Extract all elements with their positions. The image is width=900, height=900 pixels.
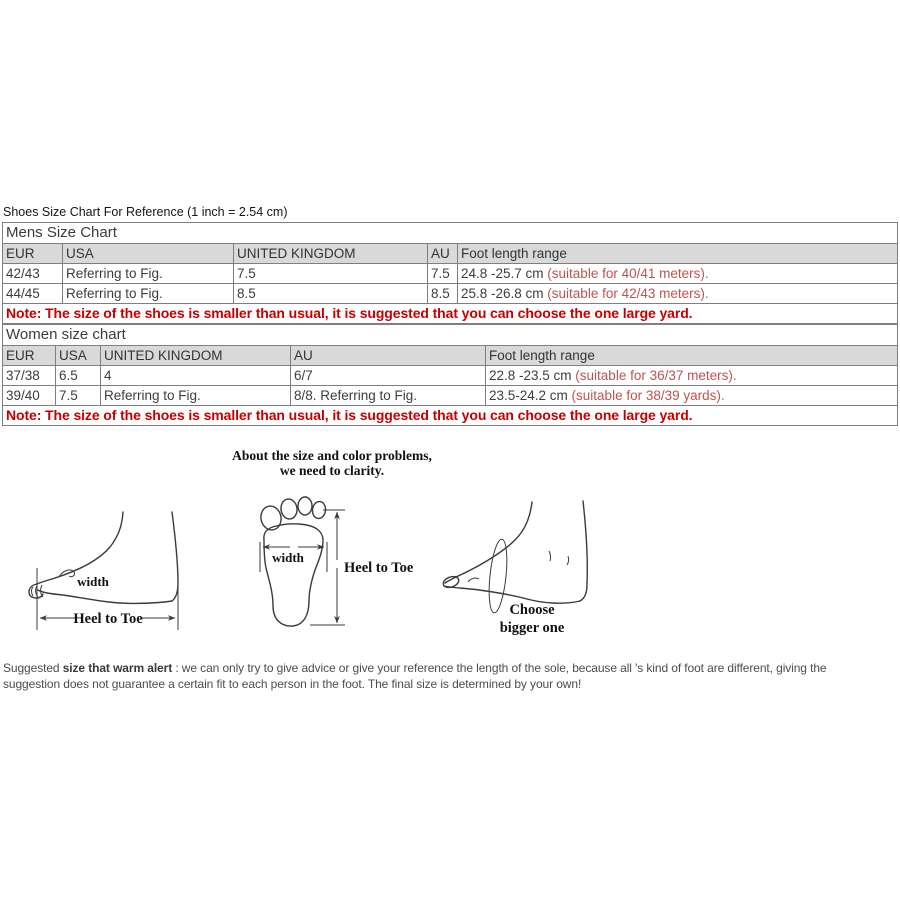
cell-usa: 7.5 — [56, 386, 101, 406]
foot-length-suitability: (suitable for 36/37 meters). — [575, 368, 737, 383]
mens-table-row — [3, 264, 898, 284]
womens-header-usa: USA — [56, 346, 101, 366]
womens-note-row — [3, 406, 898, 426]
mens-table-header-row — [3, 244, 898, 264]
warm-alert-bold: size that warm alert — [62, 661, 173, 675]
cell-eur: 42/43 — [3, 264, 63, 284]
womens-table-title: Women size chart — [3, 325, 898, 346]
foot-length-value: 23.5-24.2 cm — [489, 388, 572, 403]
tape-measure-foot-diagram — [428, 488, 643, 648]
womens-table-row — [3, 366, 898, 386]
cell-au: 8/8. Referring to Fig. — [291, 386, 486, 406]
cell-au: 7.5 — [428, 264, 458, 284]
side-foot-measure-diagram — [25, 490, 230, 640]
foot-length-value: 24.8 -25.7 cm — [461, 266, 548, 281]
cell-au: 8.5 — [428, 284, 458, 304]
cell-au: 6/7 — [291, 366, 486, 386]
cell-foot-length — [486, 366, 898, 386]
cell-uk: 4 — [101, 366, 291, 386]
womens-header-eur: EUR — [3, 346, 56, 366]
cell-foot-length — [458, 284, 898, 304]
mens-table-title-row — [3, 223, 898, 244]
womens-size-table — [2, 324, 898, 426]
womens-table-title-row — [3, 325, 898, 346]
suggestion-paragraph — [3, 660, 898, 692]
cell-foot-length — [486, 386, 898, 406]
womens-header-uk: UNITED KINGDOM — [101, 346, 291, 366]
cell-eur: 37/38 — [3, 366, 56, 386]
womens-header-au: AU — [291, 346, 486, 366]
foot-length-suitability: (suitable for 42/43 meters). — [547, 286, 709, 301]
choose-bigger-caption-line1: Choose — [509, 602, 555, 618]
foot-length-suitability: (suitable for 40/41 meters). — [547, 266, 709, 281]
womens-header-foot-length: Foot length range — [486, 346, 898, 366]
suggestion-line2: suggestion does not guarantee a certain fit to each person in the foot. The final size is determined by your own! — [3, 677, 582, 691]
cell-eur: 39/40 — [3, 386, 56, 406]
cell-uk: Referring to Fig. — [101, 386, 291, 406]
clarity-note-line2: we need to clarity. — [279, 463, 385, 478]
cell-uk: 7.5 — [234, 264, 428, 284]
mens-size-table — [2, 222, 898, 324]
suggestion-rest: : we can only try to give advice or give your reference the length of the sole, because all 's kind of foot are different, giving the — [172, 661, 827, 675]
foot-length-value: 25.8 -26.8 cm — [461, 286, 548, 301]
heel-to-toe-label: Heel to Toe — [344, 560, 414, 576]
suggestion-line1 — [3, 660, 898, 676]
mens-header-uk: UNITED KINGDOM — [234, 244, 428, 264]
width-label: width — [77, 574, 109, 589]
cell-usa: Referring to Fig. — [63, 264, 234, 284]
heel-to-toe-label: Heel to Toe — [73, 611, 143, 627]
mens-header-foot-length: Foot length range — [458, 244, 898, 264]
womens-table-header-row — [3, 346, 898, 366]
womens-table-row — [3, 386, 898, 406]
womens-size-note: Note: The size of the shoes is smaller than usual, it is suggested that you can choose the one large yard. — [3, 406, 898, 426]
cell-usa: 6.5 — [56, 366, 101, 386]
mens-size-note: Note: The size of the shoes is smaller than usual, it is suggested that you can choose the one large yard. — [3, 304, 898, 324]
cell-uk: 8.5 — [234, 284, 428, 304]
clarity-note — [182, 448, 482, 478]
mens-header-eur: EUR — [3, 244, 63, 264]
foot-length-suitability: (suitable for 38/39 yards). — [571, 388, 725, 403]
suggestion-prefix: Suggested — [3, 661, 63, 675]
width-label: width — [272, 550, 304, 565]
mens-table-title: Mens Size Chart — [3, 223, 898, 244]
cell-foot-length — [458, 264, 898, 284]
mens-header-au: AU — [428, 244, 458, 264]
cell-usa: Referring to Fig. — [63, 284, 234, 304]
choose-bigger-caption-line2: bigger one — [499, 620, 565, 636]
mens-header-usa: USA — [63, 244, 234, 264]
mens-note-row — [3, 304, 898, 324]
cell-eur: 44/45 — [3, 284, 63, 304]
mens-table-row — [3, 284, 898, 304]
page-title: Shoes Size Chart For Reference (1 inch = 2.54 cm) — [3, 205, 288, 219]
foot-length-value: 22.8 -23.5 cm — [489, 368, 576, 383]
clarity-note-line1: About the size and color problems, — [232, 448, 432, 463]
